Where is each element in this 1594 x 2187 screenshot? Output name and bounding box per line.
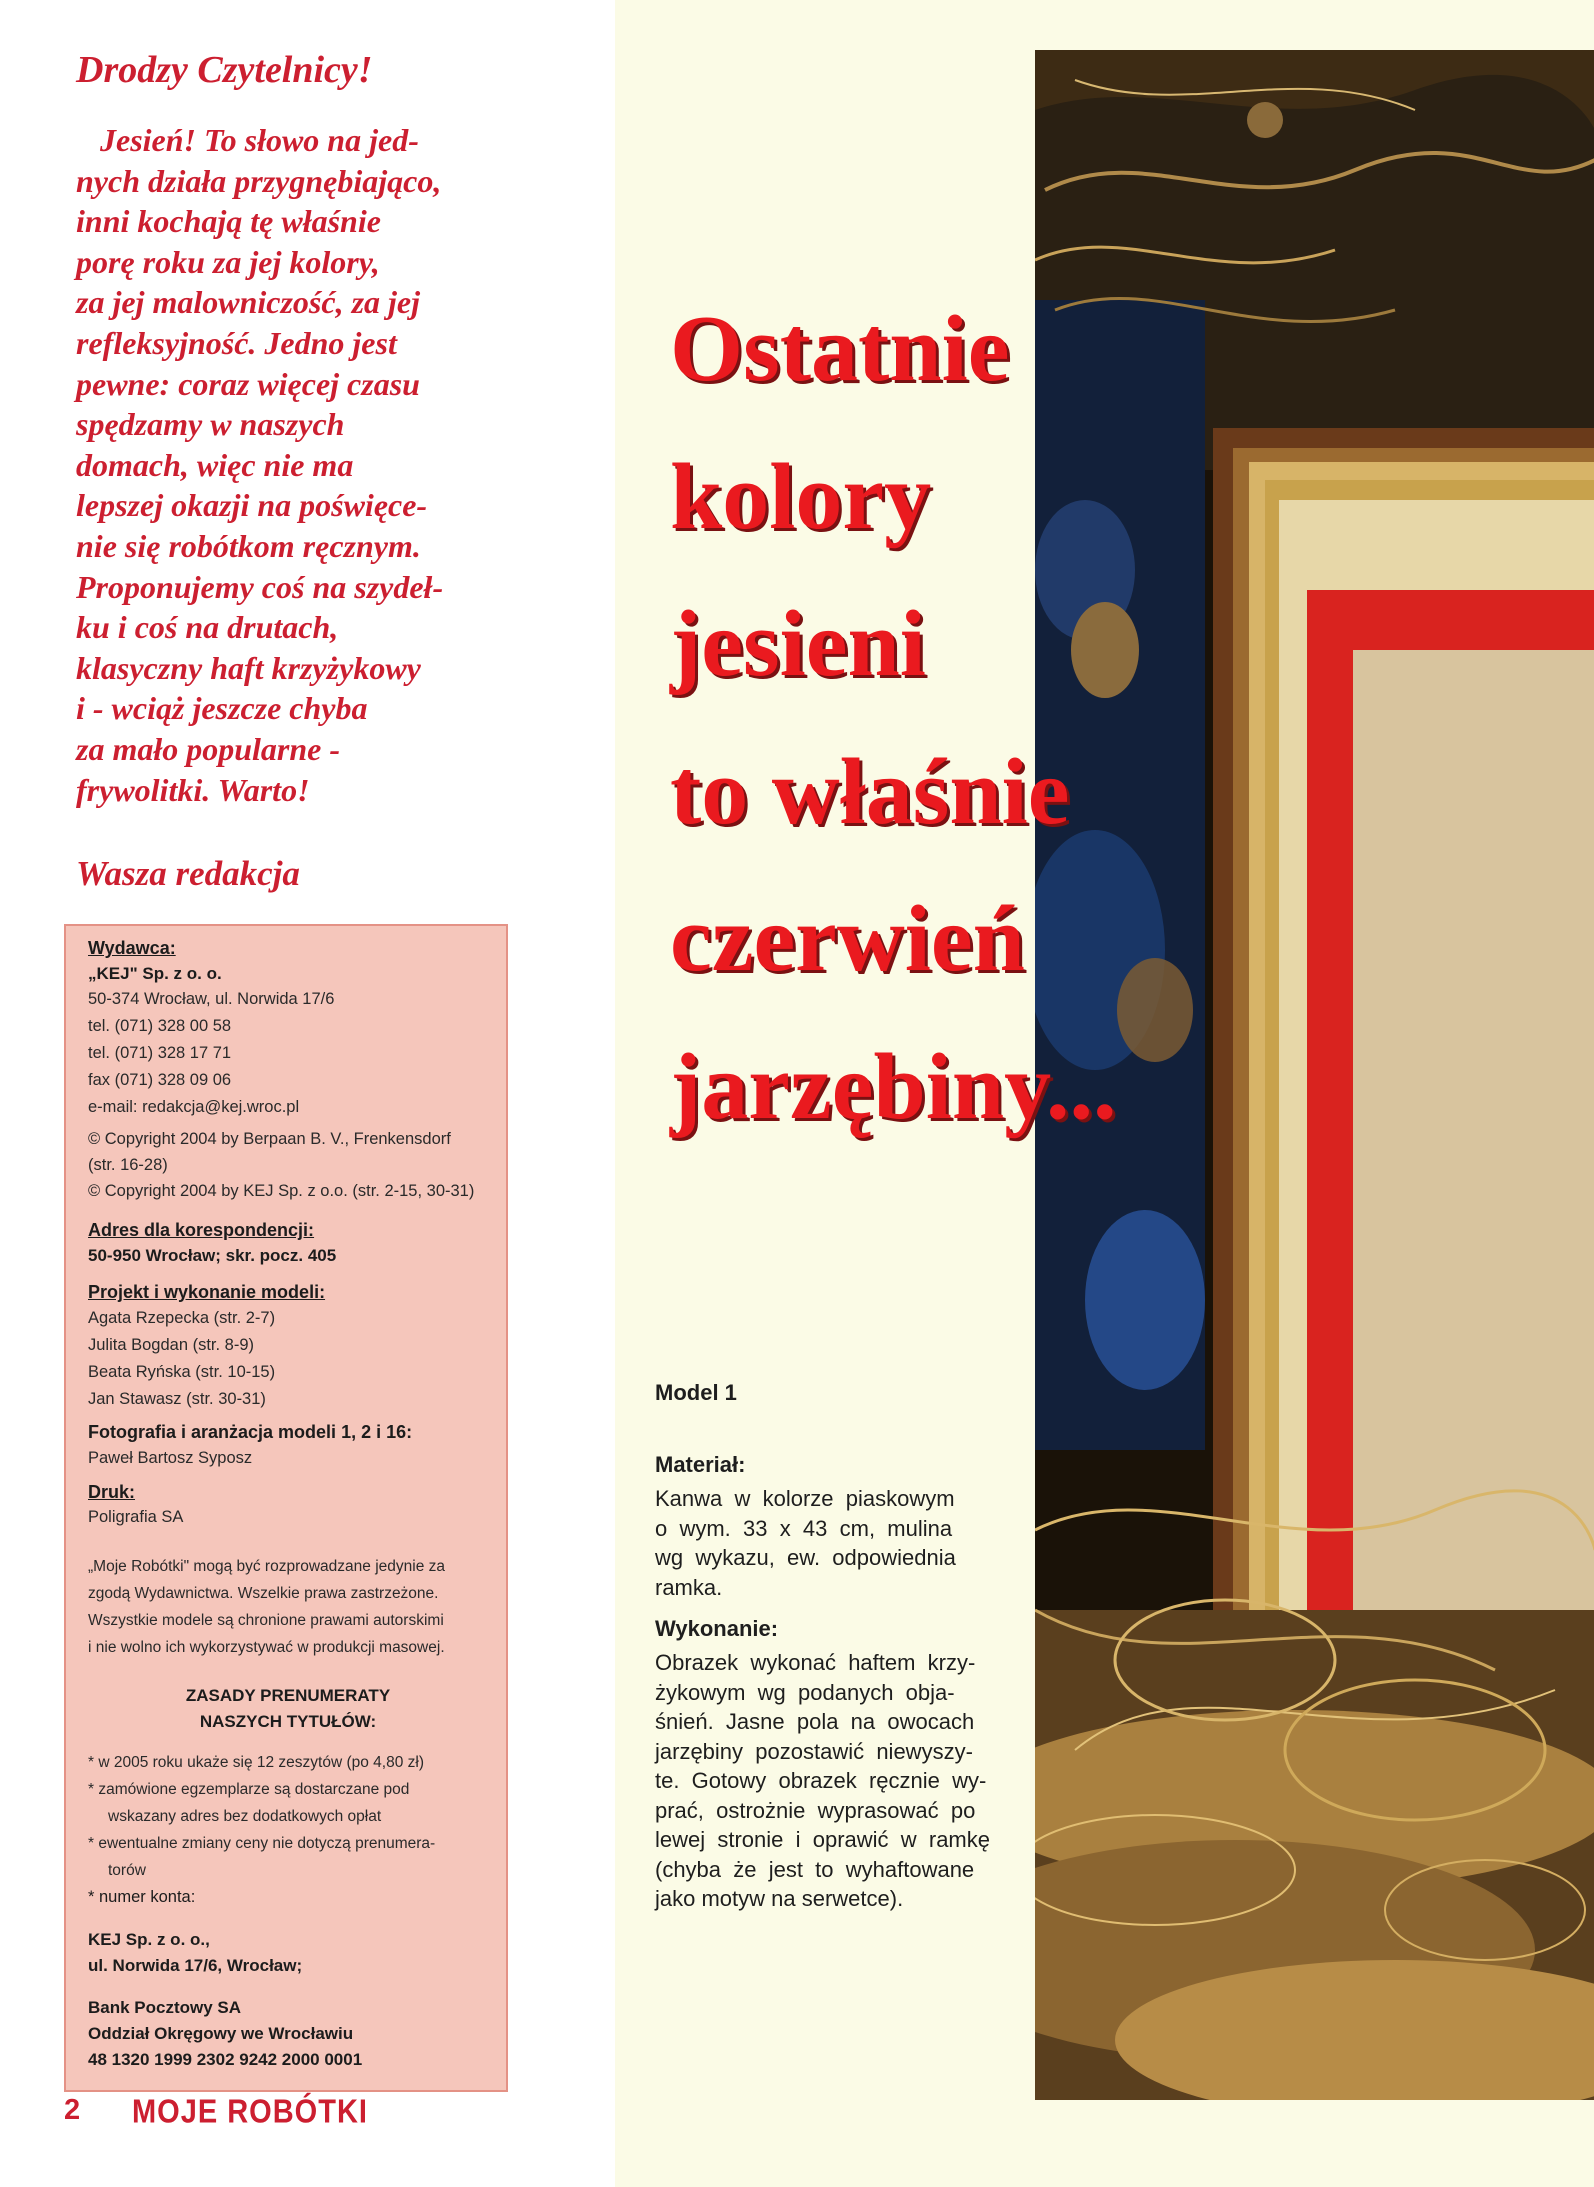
subscription-rule: torów xyxy=(108,1862,146,1879)
correspondence-label: Adres dla korespondencji: xyxy=(88,1220,315,1240)
copyright-1: © Copyright 2004 by Berpaan B. V., Frenkensdorf xyxy=(88,1130,451,1148)
imprint-box xyxy=(64,924,508,2092)
correspondence-address: 50-950 Wrocław; skr. pocz. 405 xyxy=(88,1246,337,1265)
account-address: ul. Norwida 17/6, Wrocław; xyxy=(88,1956,303,1975)
publisher-address: 50-374 Wrocław, ul. Norwida 17/6 xyxy=(88,990,335,1008)
designer-item: Beata Ryńska (str. 10-15) xyxy=(88,1363,276,1381)
material-label: Materiał: xyxy=(655,1452,746,1477)
editorial-signature: Wasza redakcja xyxy=(76,854,300,893)
article-headline: Ostatnie kolory jesieni to właśnie czerwień jarzębiny... xyxy=(670,297,1117,1139)
designer-item: Agata Rzepecka (str. 2-7) xyxy=(88,1309,276,1327)
material-text: Kanwa w kolorze piaskowym o wym. 33 x 43 cm, mulina wg wykazu, ew. odpowiednia ramka. xyxy=(655,1486,956,1600)
subscription-rule: * zamówione egzemplarze są dostarczane pod xyxy=(88,1781,410,1798)
model-title: Model 1 xyxy=(655,1380,737,1405)
phone-2: tel. (071) 328 17 71 xyxy=(88,1044,232,1062)
fax-number: fax (071) 328 09 06 xyxy=(88,1071,232,1089)
subscription-title: NASZYCH TYTUŁÓW: xyxy=(199,1712,377,1731)
notice-line: zgodą Wydawnictwa. Wszelkie prawa zastrzeżone. xyxy=(88,1585,439,1602)
subscription-rule: * numer konta: xyxy=(88,1888,196,1906)
notice-line: „Moje Robótki" mogą być rozprowadzane jedynie za xyxy=(88,1558,446,1575)
publisher-name: „KEJ" Sp. z o. o. xyxy=(88,964,222,983)
email-address: e-mail: redakcja@kej.wroc.pl xyxy=(88,1098,300,1116)
designer-item: Julita Bogdan (str. 8-9) xyxy=(88,1336,254,1354)
design-label: Projekt i wykonanie modeli: xyxy=(88,1282,326,1302)
execution-text: Obrazek wykonać haftem krzy- żykowym wg podanych obja- śnień. Jasne pola na owocach jarzębiny pozostawić niewyszy- te. Gotowy obrazek ręcznie wy- prać, ostrożnie wyprasować po lewej stronie i oprawić w ramkę (chyba że jest to wyhaftowane jako motyw na serwetce). xyxy=(655,1650,990,1911)
editorial-text: Jesień! To słowo na jed- nych działa przygnębiająco, inni kochają tę właśnie porę roku za jej kolory, za jej malowniczość, za jej refleksyjność. Jedno jest pewne: coraz więcej czasu spędzamy w naszych domach, więc nie ma lepszej okazji na poświęce- nie się robótkom ręcznym. Proponujemy coś na szydeł- ku i coś na drutach, klasyczny haft krzyżykowy i - wciąż jeszcze chyba za mało popularne - frywolitki. Warto! xyxy=(76,122,444,808)
print-label: Druk: xyxy=(88,1482,136,1502)
notice-line: Wszystkie modele są chronione prawami autorskimi xyxy=(88,1612,444,1629)
phone-1: tel. (071) 328 00 58 xyxy=(88,1017,232,1035)
execution-label: Wykonanie: xyxy=(655,1616,779,1641)
copyright-1-pages: (str. 16-28) xyxy=(88,1156,168,1174)
photo-label: Fotografia i aranżacja modeli 1, 2 i 16: xyxy=(88,1422,413,1442)
subscription-rule: * w 2005 roku ukaże się 12 zeszytów (po 4,80 zł) xyxy=(88,1754,425,1771)
bank-branch: Oddział Okręgowy we Wrocławiu xyxy=(88,2024,354,2043)
photographer: Paweł Bartosz Syposz xyxy=(88,1449,253,1467)
editorial-greeting: Drodzy Czytelnicy! xyxy=(76,49,373,91)
designer-item: Jan Stawasz (str. 30-31) xyxy=(88,1390,266,1408)
copyright-2: © Copyright 2004 by KEJ Sp. z o.o. (str. 2-15, 30-31) xyxy=(88,1182,475,1200)
account-name: KEJ Sp. z o. o., xyxy=(88,1930,210,1949)
account-number: 48 1320 1999 2302 9242 2000 0001 xyxy=(88,2050,363,2069)
subscription-rule: * ewentualne zmiany ceny nie dotyczą prenumera- xyxy=(88,1835,436,1852)
bank-name: Bank Pocztowy SA xyxy=(88,1998,242,2017)
subscription-title: ZASADY PRENUMERATY xyxy=(185,1686,391,1705)
framed-embroidery-photo xyxy=(1035,50,1594,2100)
notice-line: i nie wolno ich wykorzystywać w produkcji masowej. xyxy=(88,1639,445,1656)
page-number: 2 xyxy=(64,2094,81,2126)
printer-name: Poligrafia SA xyxy=(88,1508,184,1526)
magazine-title: MOJE ROBÓTKI xyxy=(132,2093,368,2131)
publisher-label: Wydawca: xyxy=(88,938,176,958)
subscription-rule: wskazany adres bez dodatkowych opłat xyxy=(108,1808,382,1825)
